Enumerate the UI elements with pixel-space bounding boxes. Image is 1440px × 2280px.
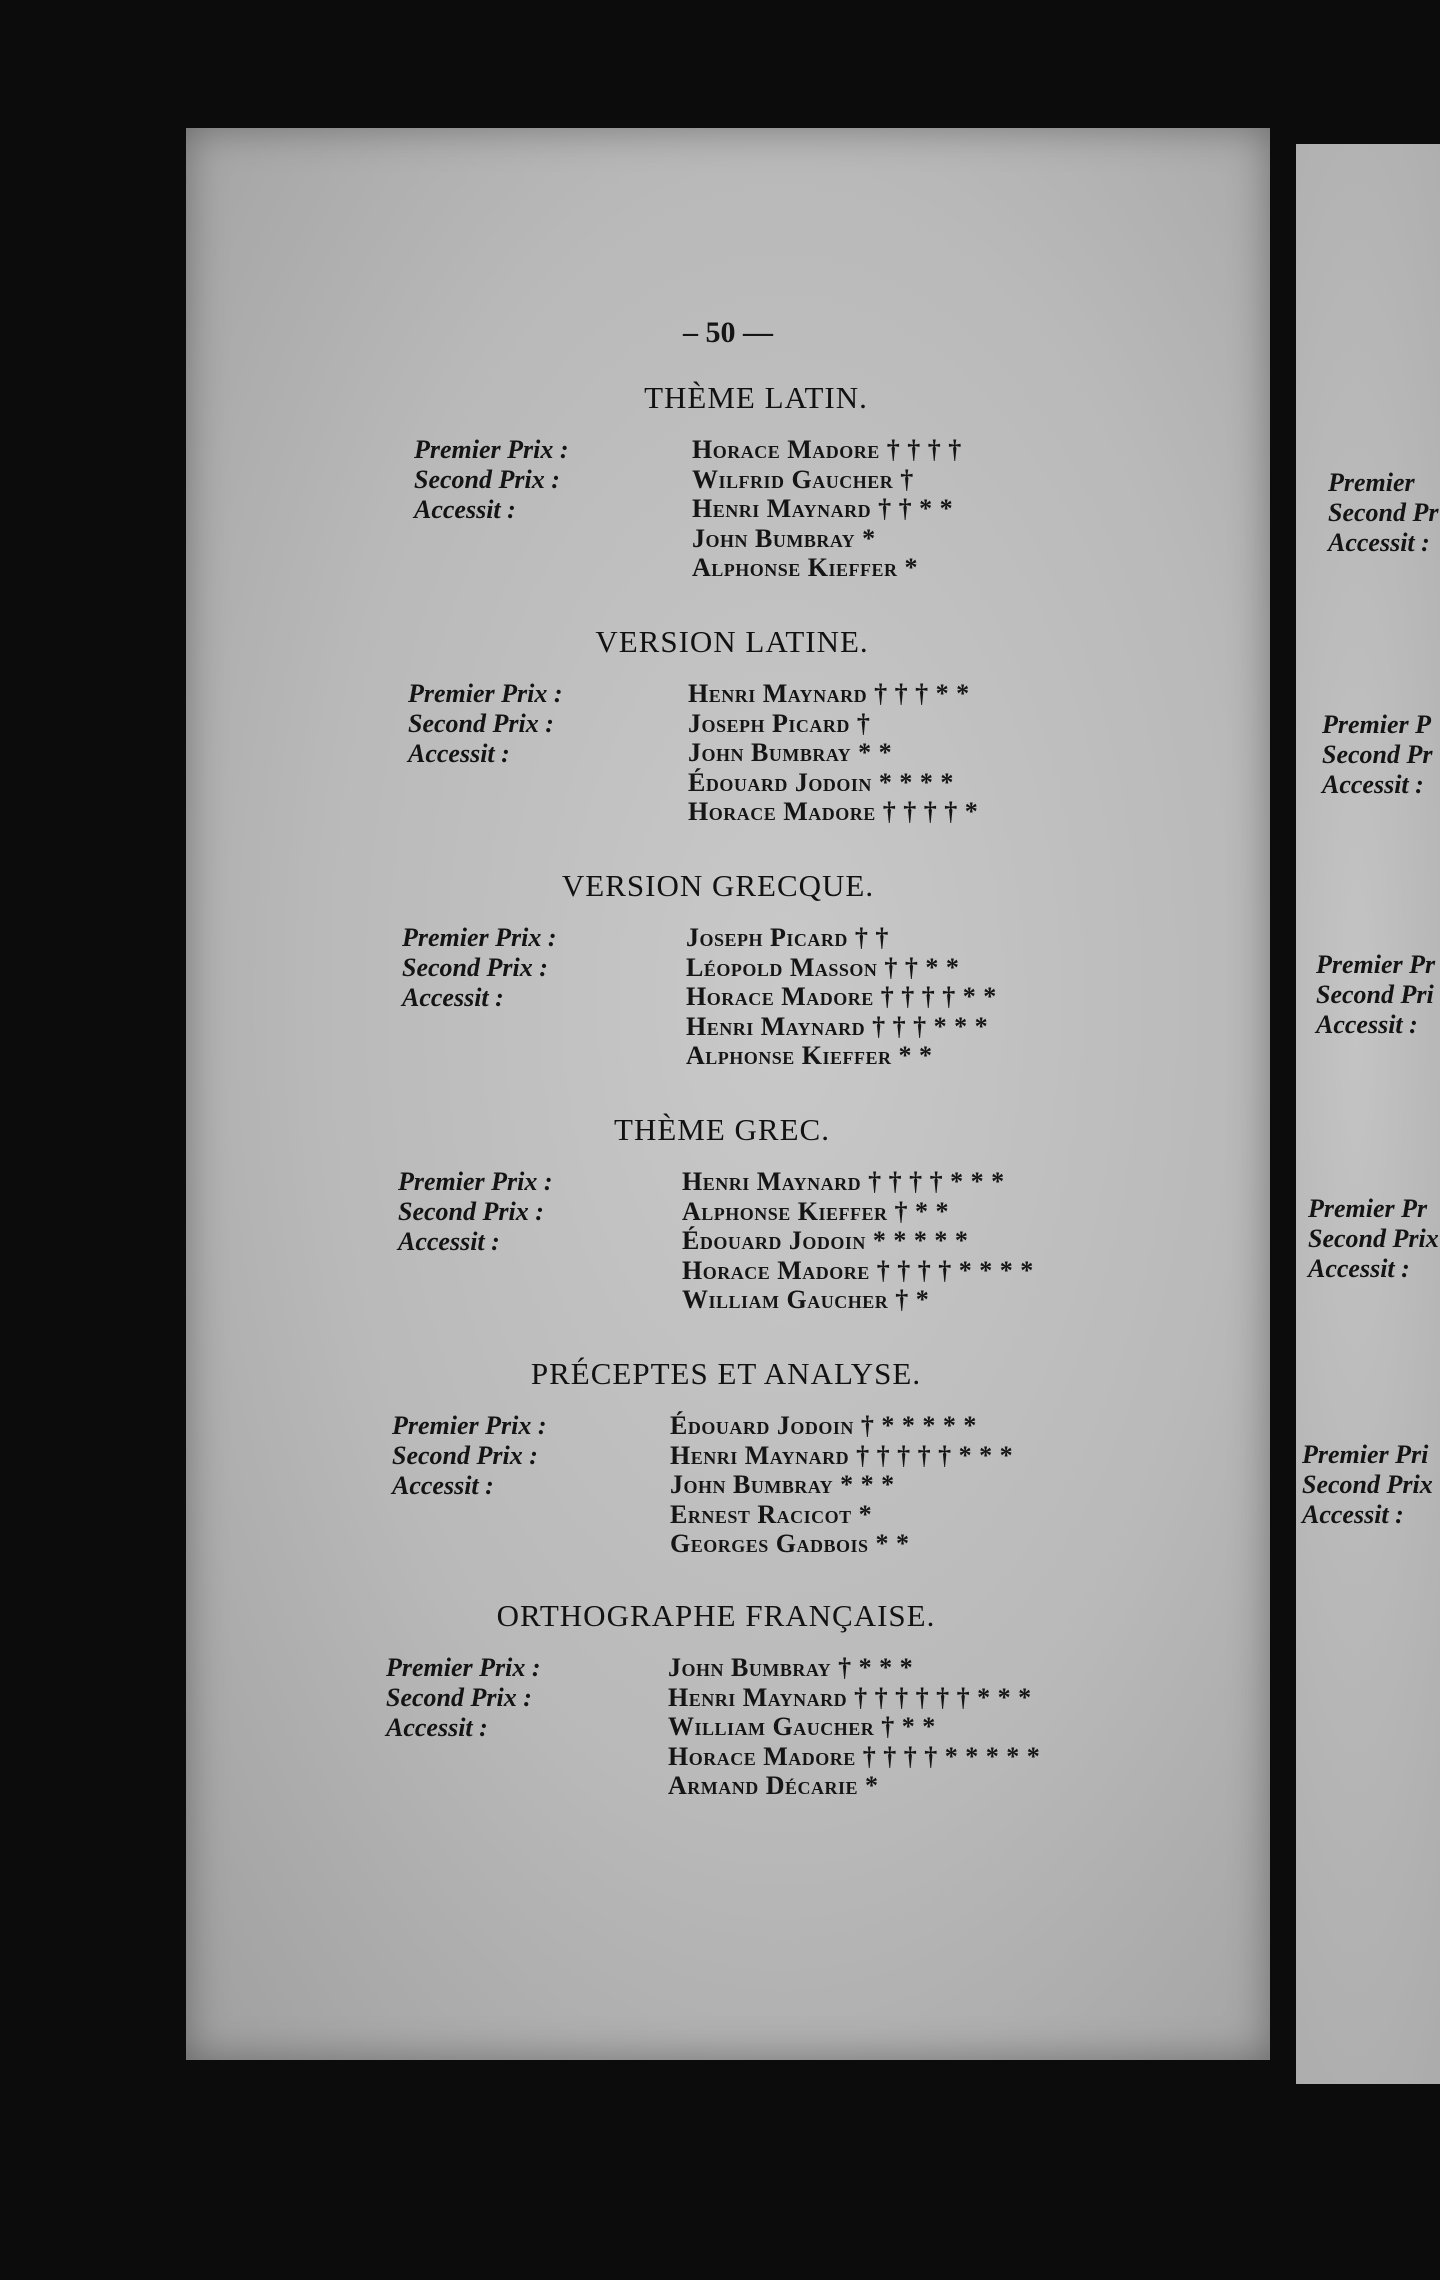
accessit-label: Accessit : <box>1328 528 1430 557</box>
winner-entry: Alphonse Kieffer † * * <box>682 1196 950 1226</box>
second-prix-label: Second Prix <box>1302 1470 1433 1499</box>
left-page <box>186 128 1270 2060</box>
premier-prix-label: Premier Pr <box>1316 950 1436 979</box>
page-number: – 50 — <box>683 316 773 349</box>
winner-list <box>670 1411 1013 1559</box>
premier-prix-label: Premier <box>1328 468 1415 497</box>
winner-entry: Édouard Jodoin † * * * * * <box>670 1411 977 1440</box>
accessit-label: Accessit : <box>1322 770 1424 799</box>
winner-entry: Édouard Jodoin * * * * * <box>682 1226 969 1255</box>
winner-entry: Alphonse Kieffer * <box>692 553 919 582</box>
winner-entry: Henri Maynard † † † † * * * <box>682 1167 1005 1196</box>
second-prix-label: Second Pr <box>1328 498 1439 527</box>
winner-entry: Horace Madore † † † † * <box>688 797 979 826</box>
accessit-label: Accessit : <box>408 739 510 768</box>
winner-list <box>688 679 978 827</box>
second-prix-label: Second Prix : <box>386 1683 532 1712</box>
prize-labels <box>392 1411 547 1501</box>
right-prize-labels <box>1322 710 1433 800</box>
accessit-label: Accessit : <box>1316 1010 1418 1039</box>
prize-labels <box>414 435 569 525</box>
winner-entry: Henri Maynard † † † † † * * * <box>670 1440 1014 1470</box>
winner-entry: John Bumbray * * <box>688 738 893 767</box>
second-prix-label: Second Prix <box>1308 1224 1439 1253</box>
winner-entry: Horace Madore † † † † * * * * <box>682 1255 1034 1285</box>
winner-entry: Horace Madore † † † † * * <box>686 982 997 1011</box>
winner-entry: Ernest Racicot * <box>670 1499 873 1529</box>
accessit-label: Accessit : <box>1302 1500 1404 1529</box>
second-prix-label: Second Pri <box>1316 980 1434 1009</box>
winner-entry: Horace Madore † † † † * * * * * <box>668 1741 1041 1771</box>
accessit-label: Accessit : <box>414 495 516 524</box>
second-prix-label: Second Prix : <box>402 953 548 982</box>
section-orthographe-francaise <box>186 1598 1270 1838</box>
premier-prix-label: Premier Prix : <box>402 923 557 952</box>
section-preceptes-analyse <box>186 1356 1270 1596</box>
premier-prix-label: Premier Prix : <box>414 435 569 464</box>
premier-prix-label: Premier Prix : <box>392 1411 547 1440</box>
winner-entry: Joseph Picard † <box>688 708 871 738</box>
prize-labels <box>402 923 557 1013</box>
section-title: THÈME LATIN. <box>644 380 868 415</box>
right-prize-labels <box>1328 468 1439 558</box>
section-title: VERSION LATINE. <box>595 624 869 659</box>
section-version-grecque <box>186 868 1270 1108</box>
premier-prix-label: Premier Prix : <box>408 679 563 708</box>
winner-list <box>682 1167 1034 1315</box>
winner-entry: Armand Décarie * <box>668 1771 879 1800</box>
accessit-label: Accessit : <box>402 983 504 1012</box>
accessit-label: Accessit : <box>1308 1254 1410 1283</box>
second-prix-label: Second Prix : <box>398 1197 544 1226</box>
winner-list <box>692 435 962 583</box>
second-prix-label: Second Prix : <box>408 709 554 738</box>
winner-entry: Joseph Picard † † <box>686 923 889 952</box>
winner-entry: William Gaucher † * * <box>668 1712 936 1741</box>
accessit-label: Accessit : <box>392 1471 494 1500</box>
winner-entry: Henri Maynard † † † † † † * * * <box>668 1682 1032 1712</box>
prize-labels <box>398 1167 553 1257</box>
winner-entry: John Bumbray * * * <box>670 1470 895 1499</box>
premier-prix-label: Premier Pr <box>1308 1194 1428 1223</box>
section-title: VERSION GRECQUE. <box>561 868 875 903</box>
winner-entry: William Gaucher † * <box>682 1285 930 1314</box>
winner-list <box>668 1653 1040 1801</box>
section-title: THÈME GREC. <box>614 1112 830 1147</box>
second-prix-label: Second Prix : <box>392 1441 538 1470</box>
right-page-edge <box>1296 144 1440 2084</box>
section-theme-grec <box>186 1112 1270 1352</box>
section-title: ORTHOGRAPHE FRANÇAISE. <box>496 1598 936 1633</box>
winner-entry: Horace Madore † † † † <box>692 435 962 464</box>
premier-prix-label: Premier Pri <box>1302 1440 1429 1469</box>
winner-entry: Henri Maynard † † † * * <box>688 679 970 708</box>
winner-entry: John Bumbray † * * * <box>668 1653 914 1682</box>
second-prix-label: Second Prix : <box>414 465 560 494</box>
winner-entry: Henri Maynard † † † * * * <box>686 1011 989 1041</box>
accessit-label: Accessit : <box>398 1227 500 1256</box>
section-title: PRÉCEPTES ET ANALYSE. <box>530 1356 922 1391</box>
section-version-latine <box>186 624 1270 864</box>
winner-entry: Édouard Jodoin * * * * <box>688 767 954 797</box>
section-theme-latin <box>186 380 1270 620</box>
premier-prix-label: Premier Prix : <box>398 1167 553 1196</box>
winner-entry: Léopold Masson † † * * <box>686 952 960 982</box>
prize-labels <box>408 679 563 769</box>
accessit-label: Accessit : <box>386 1713 488 1742</box>
winner-entry: Alphonse Kieffer * * <box>686 1041 933 1070</box>
winner-entry: Henri Maynard † † * * <box>692 494 954 523</box>
right-prize-labels <box>1316 950 1435 1040</box>
right-prize-labels <box>1302 1440 1433 1530</box>
winner-entry: Wilfrid Gaucher † <box>692 464 914 494</box>
winner-entry: John Bumbray * <box>692 523 876 553</box>
premier-prix-label: Premier P <box>1322 710 1432 739</box>
right-prize-labels <box>1308 1194 1439 1284</box>
prize-labels <box>386 1653 541 1743</box>
winner-list <box>686 923 997 1071</box>
premier-prix-label: Premier Prix : <box>386 1653 541 1682</box>
winner-entry: Georges Gadbois * * <box>670 1529 910 1558</box>
second-prix-label: Second Pr <box>1322 740 1433 769</box>
